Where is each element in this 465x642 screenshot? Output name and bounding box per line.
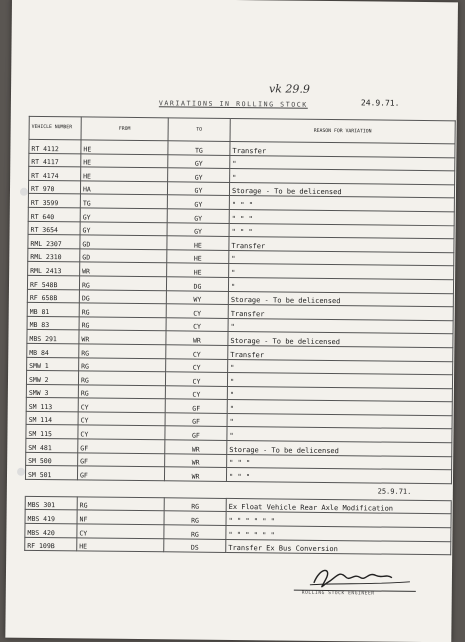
cell-reason: " " " xyxy=(229,223,454,239)
cell-from: RG xyxy=(77,497,164,512)
cell-from: RG xyxy=(78,371,165,386)
cell-vehicle-number: RT 970 xyxy=(28,180,80,194)
cell-vehicle-number: RT 4117 xyxy=(29,153,81,167)
cell-from: GF xyxy=(78,439,165,454)
cell-to: CY xyxy=(166,358,228,372)
cell-to: HE xyxy=(167,250,229,264)
cell-from: CY xyxy=(78,425,165,440)
cell-to: CY xyxy=(166,345,228,359)
cell-from: HE xyxy=(81,153,168,168)
cell-from: GD xyxy=(80,235,167,250)
cell-reason: " xyxy=(229,264,454,280)
cell-vehicle-number: RT 4112 xyxy=(29,139,81,153)
cell-to: CY xyxy=(166,318,228,332)
cell-vehicle-number: SMW 2 xyxy=(26,370,78,384)
cell-from: CY xyxy=(77,524,164,539)
cell-to: WR xyxy=(165,453,227,467)
cell-vehicle-number: SM 481 xyxy=(26,438,78,452)
cell-vehicle-number: MB 84 xyxy=(27,343,79,357)
cell-to: TG xyxy=(168,141,230,155)
cell-reason: " xyxy=(227,386,452,402)
cell-to: CY xyxy=(166,304,228,318)
cell-reason: Storage - To be delicensed xyxy=(229,182,454,198)
cell-from: RG xyxy=(79,317,166,332)
cell-to: GY xyxy=(167,209,229,223)
cell-to: WR xyxy=(164,467,226,481)
cell-to: WY xyxy=(166,290,228,304)
cell-reason: " xyxy=(228,359,453,375)
cell-vehicle-number: MB 83 xyxy=(27,316,79,330)
cell-reason: Storage - To be delicensed xyxy=(227,441,452,457)
cell-from: NF xyxy=(77,510,164,525)
cell-reason: " " " " " " xyxy=(226,525,451,541)
punch-hole xyxy=(20,188,28,196)
cell-from: TG xyxy=(80,194,167,209)
cell-reason: Transfer xyxy=(228,345,453,361)
cell-to: DG xyxy=(166,277,228,291)
cell-to: GY xyxy=(168,168,230,182)
cell-from: CY xyxy=(78,398,165,413)
cell-reason: Transfer xyxy=(228,305,453,321)
header-to: TO xyxy=(168,118,230,142)
cell-from: GY xyxy=(80,208,167,223)
cell-to: GY xyxy=(167,182,229,196)
cell-to: RG xyxy=(164,525,226,539)
signatory-title: ROLLING STOCK ENGINEER xyxy=(301,590,375,597)
cell-from: GF xyxy=(78,453,165,468)
signature-image xyxy=(306,563,416,592)
cell-from: GD xyxy=(80,249,167,264)
cell-to: CY xyxy=(165,385,227,399)
cell-from: RG xyxy=(79,344,166,359)
cell-to: GY xyxy=(167,222,229,236)
cell-reason: Transfer xyxy=(229,237,454,253)
handwritten-annotation: vk 29.9 xyxy=(269,82,311,96)
header-vehicle-number: VEHICLE NUMBER xyxy=(29,116,81,140)
cell-from: HE xyxy=(81,167,168,182)
cell-reason: Storage - To be delicensed xyxy=(228,291,453,307)
variations-table xyxy=(24,116,456,556)
cell-to: GF xyxy=(165,413,227,427)
cell-vehicle-number: RT 3654 xyxy=(28,221,80,235)
cell-to: GY xyxy=(168,154,230,168)
cell-vehicle-number: MBS 291 xyxy=(27,330,79,344)
cell-vehicle-number: RF 658B xyxy=(27,289,79,303)
document-page xyxy=(5,0,458,642)
cell-vehicle-number: RF 548B xyxy=(27,275,79,289)
cell-to: RG xyxy=(164,511,226,525)
cell-vehicle-number: RML 2413 xyxy=(28,262,80,276)
cell-to: RG xyxy=(164,498,226,512)
cell-to: GF xyxy=(165,426,227,440)
cell-to: GY xyxy=(167,195,229,209)
cell-from: HA xyxy=(80,181,167,196)
cell-reason: Storage - To be delicensed xyxy=(228,332,453,348)
cell-reason: " xyxy=(229,250,454,266)
cell-from: HE xyxy=(77,537,164,552)
cell-to: HE xyxy=(167,236,229,250)
cell-reason: " xyxy=(230,155,455,171)
cell-reason: " xyxy=(230,169,455,185)
cell-reason: " xyxy=(227,413,452,429)
cell-reason: Ex Float Vehicle Rear Axle Modification xyxy=(226,498,451,514)
cell-from: RG xyxy=(79,276,166,291)
cell-to: WR xyxy=(166,331,228,345)
cell-reason: " xyxy=(227,427,452,443)
cell-from: GY xyxy=(80,221,167,236)
cell-vehicle-number: SMW 1 xyxy=(27,357,79,371)
document-title: VARIATIONS IN ROLLING STOCK xyxy=(158,99,308,109)
cell-vehicle-number: RML 2310 xyxy=(28,248,80,262)
cell-vehicle-number: SM 114 xyxy=(26,411,78,425)
cell-vehicle-number: RML 2307 xyxy=(28,235,80,249)
cell-to: GF xyxy=(165,399,227,413)
cell-vehicle-number: RT 3599 xyxy=(28,194,80,208)
cell-reason: " xyxy=(228,277,453,293)
header-reason: REASON FOR VARIATION xyxy=(230,118,455,143)
cell-vehicle-number: MB 81 xyxy=(27,302,79,316)
cell-from: RG xyxy=(79,303,166,318)
cell-vehicle-number: MBS 301 xyxy=(25,496,77,510)
cell-reason: Transfer xyxy=(230,141,455,157)
cell-reason: " " " xyxy=(226,468,451,484)
cell-to: DS xyxy=(164,538,226,552)
cell-vehicle-number: RT 640 xyxy=(28,207,80,221)
cell-from: CY xyxy=(78,412,165,427)
cell-reason: " " " xyxy=(229,196,454,212)
cell-reason: " " " xyxy=(229,209,454,225)
cell-from: HE xyxy=(81,140,168,155)
cell-reason: " " " " " " xyxy=(226,512,451,528)
punch-hole xyxy=(17,468,25,476)
cell-reason: " xyxy=(228,318,453,334)
header-from: FROM xyxy=(81,117,168,141)
cell-to: HE xyxy=(167,263,229,277)
second-date: 25.9.71. xyxy=(25,479,451,500)
cell-vehicle-number: SM 113 xyxy=(26,398,78,412)
document-date: 24.9.71. xyxy=(360,98,400,108)
cell-from: WR xyxy=(80,262,167,277)
cell-to: CY xyxy=(165,372,227,386)
cell-vehicle-number: SM 115 xyxy=(26,425,78,439)
cell-to: WR xyxy=(165,440,227,454)
cell-vehicle-number: RT 4174 xyxy=(29,167,81,181)
cell-vehicle-number: MBS 419 xyxy=(25,510,77,524)
cell-vehicle-number: SM 500 xyxy=(26,452,78,466)
cell-from: RG xyxy=(79,357,166,372)
cell-from: WR xyxy=(79,330,166,345)
cell-reason: " xyxy=(227,400,452,416)
cell-from: DG xyxy=(79,289,166,304)
cell-reason: Transfer Ex Bus Conversion xyxy=(226,539,451,555)
cell-from: RG xyxy=(78,385,165,400)
cell-vehicle-number: SM 501 xyxy=(25,466,77,480)
table-body-section-1 xyxy=(25,139,455,483)
table-body-section-2 xyxy=(25,496,452,555)
cell-from: GF xyxy=(77,466,164,481)
cell-reason: " " " xyxy=(227,454,452,470)
cell-vehicle-number: MBS 420 xyxy=(25,523,77,537)
cell-vehicle-number: SMW 3 xyxy=(26,384,78,398)
cell-vehicle-number: RF 109B xyxy=(25,537,77,551)
cell-reason: " xyxy=(227,373,452,389)
